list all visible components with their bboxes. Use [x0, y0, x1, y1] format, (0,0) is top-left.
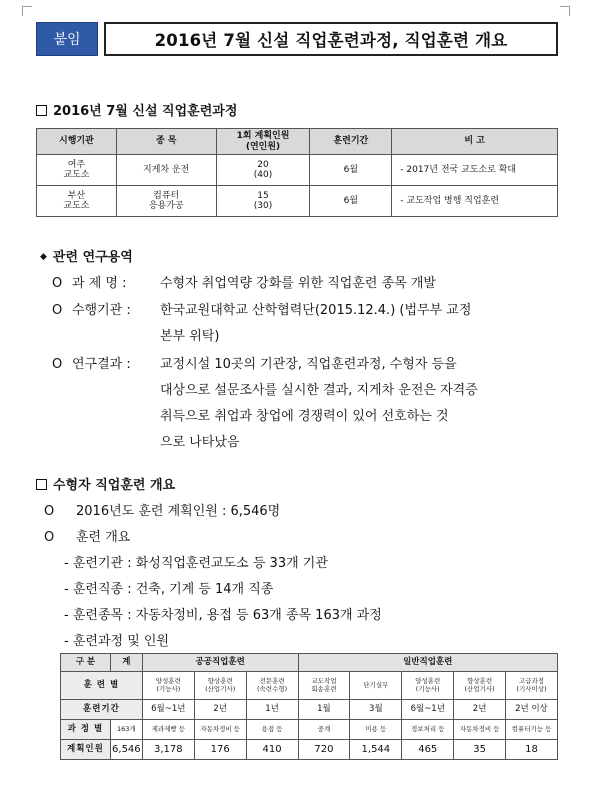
- circle-bullet-icon: O: [44, 504, 55, 519]
- page-corner-mark: [22, 6, 32, 16]
- cell: 계: [110, 654, 142, 672]
- cell: 부산 교도소: [37, 186, 117, 217]
- cell: 미용 등: [350, 720, 402, 740]
- cell: 15 (30): [216, 186, 310, 217]
- cell: 고급과정 (기사이상): [506, 672, 558, 700]
- cell: - 교도작업 병행 직업훈련: [392, 186, 558, 217]
- table-row: [61, 654, 558, 672]
- cell: 35: [454, 740, 506, 760]
- overview-subitem: - 훈련직종 : 건축, 기계 등 14개 직종: [64, 582, 274, 597]
- table-row: [61, 740, 558, 760]
- research-text: 대상으로 설문조사를 실시한 결과, 지게차 운전은 자격증: [160, 383, 478, 398]
- cell: 1월: [298, 700, 350, 720]
- overview-subitem: - 훈련종목 : 자동차정비, 용접 등 63개 종목 163개 과정: [64, 608, 382, 623]
- cell: 자동차정비 등: [194, 720, 246, 740]
- section1-heading: 2016년 7월 신설 직업훈련과정: [36, 100, 237, 119]
- table-row: [61, 720, 558, 740]
- checkbox-square-icon: [36, 105, 47, 116]
- circle-bullet-icon: O: [44, 530, 55, 545]
- col-planned-label: 1회 계획인원 (연인원): [236, 131, 290, 152]
- overview-subitem: - 훈련과정 및 인원: [64, 634, 169, 649]
- col-course: 종 목: [116, 129, 216, 155]
- circle-bullet-icon: O: [52, 303, 63, 318]
- diamond-bullet-icon: ◆: [40, 252, 47, 262]
- circle-bullet-icon: O: [52, 357, 63, 372]
- plan-count-item: O 2016년도 훈련 계획인원 : 6,546명: [44, 504, 281, 519]
- cell: 훈련기간: [61, 700, 143, 720]
- cell: 컴퓨터기능 등: [506, 720, 558, 740]
- col-period: 훈련기간: [310, 129, 392, 155]
- cell: 교도작업 회송훈련: [298, 672, 350, 700]
- research-text: 수형자 취업역량 강화를 위한 직업훈련 종목 개발: [160, 276, 436, 291]
- research-text: 교정시설 10곳의 기관장, 직업훈련과정, 수형자 등을: [160, 357, 457, 372]
- cell: 정보처리 등: [402, 720, 454, 740]
- cell: 제과제빵 등: [142, 720, 194, 740]
- research-item-result: O 연구결과 :: [52, 357, 131, 372]
- cell: 6월~1년: [142, 700, 194, 720]
- table-row: [37, 155, 558, 186]
- cell: 6월: [310, 155, 392, 186]
- research-text: 본부 위탁): [160, 329, 220, 344]
- cell: 훈 련 별: [61, 672, 143, 700]
- cell: 20 (40): [216, 155, 310, 186]
- page-title: 2016년 7월 신설 직업훈련과정, 직업훈련 개요: [104, 22, 558, 56]
- cell: 3월: [350, 700, 402, 720]
- cell: - 2017년 전국 교도소로 확대: [392, 155, 558, 186]
- cell: 단기실무: [350, 672, 402, 700]
- cell: 410: [246, 740, 298, 760]
- cell: 중계: [298, 720, 350, 740]
- research-text: 으로 나타났음: [160, 435, 240, 450]
- cell: 공공직업훈련: [142, 654, 298, 672]
- cell: 6월~1년: [402, 700, 454, 720]
- cell: 2년: [194, 700, 246, 720]
- cell: 용접 등: [246, 720, 298, 740]
- title-bar: [36, 22, 558, 56]
- cell: 6,546: [110, 740, 142, 760]
- cell: 과 정 별: [61, 720, 111, 740]
- table-row: [37, 186, 558, 217]
- circle-bullet-icon: O: [52, 276, 63, 291]
- section2-heading: 수형자 직업훈련 개요: [36, 474, 175, 493]
- overview-item: O 훈련 개요: [44, 530, 131, 545]
- cell: 지게차 운전: [116, 155, 216, 186]
- cell: 163개: [110, 720, 142, 740]
- attachment-badge: 붙임: [36, 22, 98, 56]
- table-header-row: [37, 129, 558, 155]
- cell: 3,178: [142, 740, 194, 760]
- cell: 1년: [246, 700, 298, 720]
- cell: 향상훈련 (산업기사): [194, 672, 246, 700]
- cell: 전문훈련 (숙련수형): [246, 672, 298, 700]
- col-note: 비 고: [392, 129, 558, 155]
- table-row: [61, 672, 558, 700]
- cell: 18: [506, 740, 558, 760]
- new-courses-table: [36, 128, 558, 217]
- cell: 2년 이상: [506, 700, 558, 720]
- cell: 양성훈련 (기능사): [402, 672, 454, 700]
- research-item-performer: O 수행기관 :: [52, 303, 131, 318]
- cell: 향상훈련 (산업기사): [454, 672, 506, 700]
- training-overview-table: [60, 653, 558, 760]
- cell: 여주 교도소: [37, 155, 117, 186]
- col-planned: [216, 129, 310, 155]
- cell: 2년: [454, 700, 506, 720]
- cell: 6월: [310, 186, 392, 217]
- research-text: 취득으로 취업과 창업에 경쟁력이 있어 선호하는 것: [160, 409, 449, 424]
- col-agency: 시행기관: [37, 129, 117, 155]
- cell: 176: [194, 740, 246, 760]
- page-corner-mark: [560, 6, 570, 16]
- research-heading: ◆ 관련 연구용역: [40, 250, 133, 265]
- research-text: 한국교원대학교 산학협력단(2015.12.4.) (법무부 교정: [160, 303, 472, 318]
- cell: 컴퓨터 응용가공: [116, 186, 216, 217]
- cell: 자동차정비 등: [454, 720, 506, 740]
- cell: 465: [402, 740, 454, 760]
- cell: 계획인원: [61, 740, 111, 760]
- checkbox-square-icon: [36, 479, 47, 490]
- cell: 양성훈련 (기능사): [142, 672, 194, 700]
- cell: 720: [298, 740, 350, 760]
- cell: 구 분: [61, 654, 111, 672]
- research-item-title: O 과 제 명 :: [52, 276, 127, 291]
- table-row: [61, 700, 558, 720]
- cell: 일반직업훈련: [298, 654, 557, 672]
- overview-subitem: - 훈련기관 : 화성직업훈련교도소 등 33개 기관: [64, 556, 328, 571]
- cell: 1,544: [350, 740, 402, 760]
